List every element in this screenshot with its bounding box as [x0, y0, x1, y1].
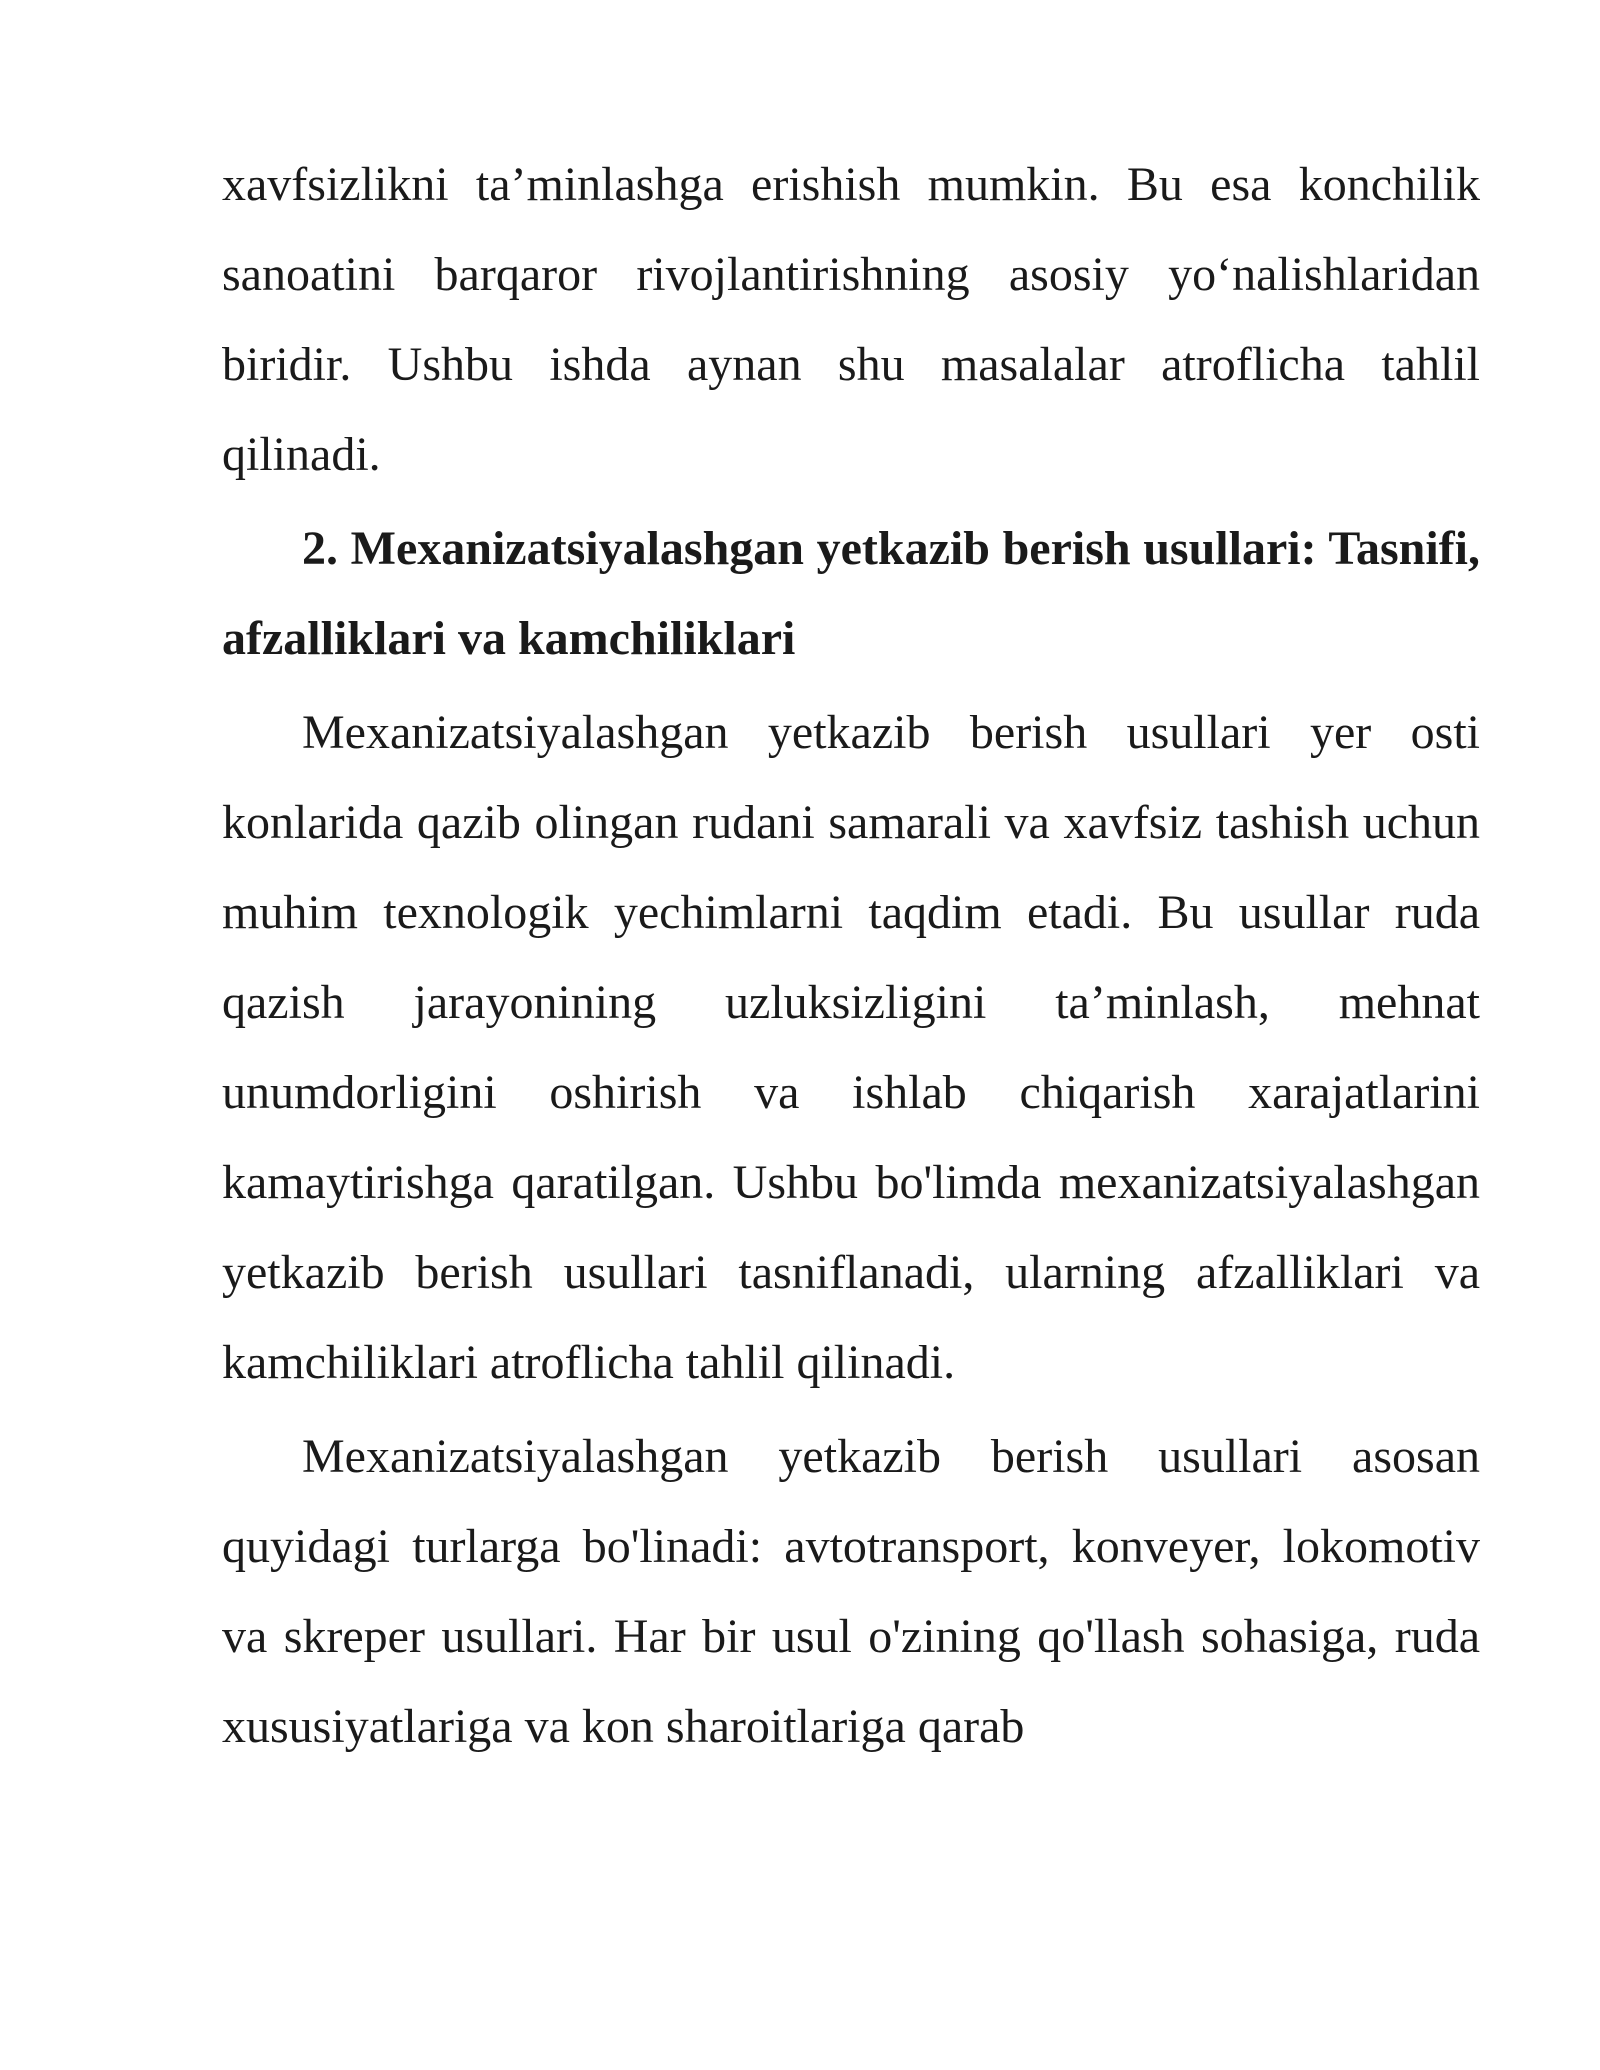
body-paragraph-1: Mexanizatsiyalashgan yetkazib berish usullari yer osti konlarida qazib olingan rudani samarali va xavfsiz tashish uchun muhim texnologik yechimlarni taqdim etadi. Bu usullar ruda qazish jarayonining uzluksizligini ta’minlash, mehnat unumdorligini oshirish va ishlab chiqarish xarajatlarini kamaytirishga qaratilgan. Ushbu bo'limda mexanizatsiyalashgan yetkazib berish usullari tasniflanadi, ularning afzalliklari va kamchiliklari atroflicha tahlil qilinadi. [222, 706, 1480, 1389]
section-heading: 2. Mexanizatsiyalashgan yetkazib berish usullari: Tasnifi, afzalliklari va kamchiliklari [222, 522, 1480, 665]
intro-paragraph: xavfsizlikni ta’minlashga erishish mumkin. Bu esa konchilik sanoatini barqaror rivojlantirishning asosiy yo‘nalishlaridan biridir. Ushbu ishda aynan shu masalalar atroflicha tahlil qilinadi. [222, 158, 1480, 481]
body-paragraph-2: Mexanizatsiyalashgan yetkazib berish usullari asosan quyidagi turlarga bo'linadi: avtotransport, konveyer, lokomotiv va skreper usullari. Har bir usul o'zining qo'llash sohasiga, ruda xususiyatlariga va kon sharoitlariga qarab [222, 1430, 1480, 1753]
text-column [222, 140, 1480, 1772]
